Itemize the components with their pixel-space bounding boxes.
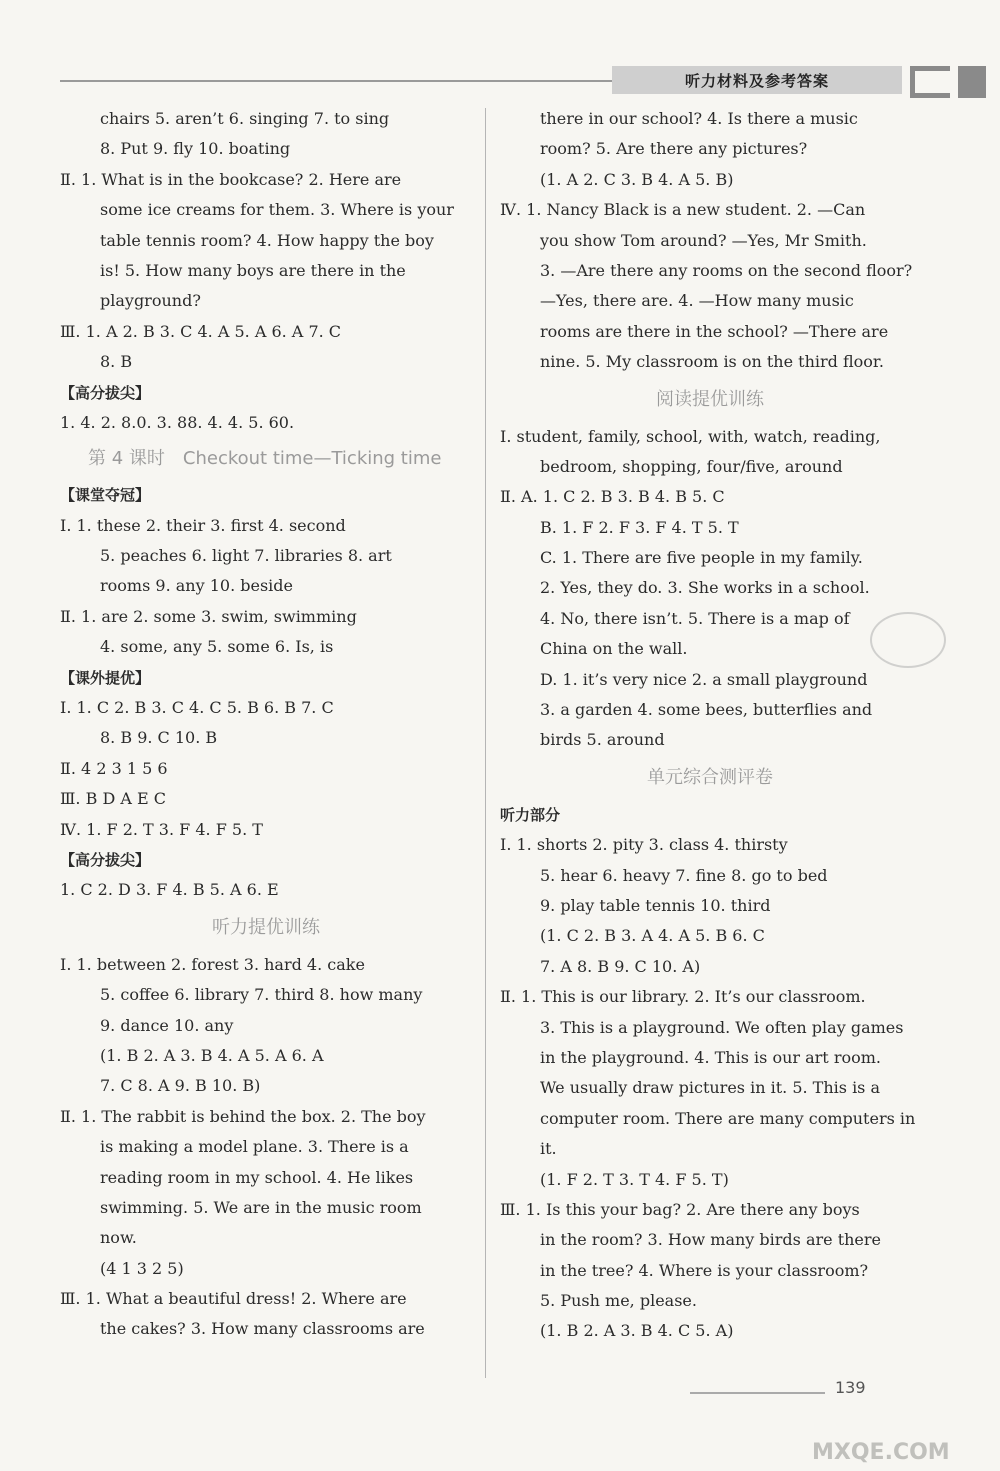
section-label: 【高分拔尖】 <box>60 383 151 402</box>
answer-line: table tennis room? 4. How happy the boy <box>100 230 434 250</box>
answer-line: in the tree? 4. Where is your classroom? <box>540 1260 869 1280</box>
answer-line: 2. Yes, they do. 3. She works in a school. <box>540 578 870 598</box>
answer-line: bedroom, shopping, four/five, around <box>540 456 843 476</box>
answer-line: room? 5. Are there any pictures? <box>540 139 808 159</box>
answer-line: 9. play table tennis 10. third <box>540 895 771 915</box>
answer-line: 3. —Are there any rooms on the second floor? <box>540 260 913 280</box>
answer-line: reading room in my school. 4. He likes <box>100 1167 414 1187</box>
answer-line: 3. a garden 4. some bees, butterflies and <box>540 700 873 720</box>
section-heading: 听力提优训练 <box>212 916 320 938</box>
answer-line: 4. No, there isn’t. 5. There is a map of <box>540 608 850 628</box>
answer-line: (1. B 2. A 3. B 4. C 5. A) <box>540 1321 734 1341</box>
answer-line: swimming. 5. We are in the music room <box>100 1197 422 1217</box>
header-block-icon <box>958 66 986 98</box>
page-number: 139 <box>835 1378 866 1397</box>
answer-line: Ⅰ. 1. between 2. forest 3. hard 4. cake <box>60 954 365 974</box>
answer-line: Ⅲ. 1. A 2. B 3. C 4. A 5. A 6. A 7. C <box>60 321 342 341</box>
section-label: 听力部分 <box>500 805 561 824</box>
section-heading: 阅读提优训练 <box>656 388 764 410</box>
answer-line: Ⅰ. 1. C 2. B 3. C 4. C 5. B 6. B 7. C <box>60 698 334 718</box>
answer-line: 3. This is a playground. We often play games <box>540 1017 904 1037</box>
answer-line: (1. B 2. A 3. B 4. A 5. A 6. A <box>100 1045 324 1065</box>
answer-line: the cakes? 3. How many classrooms are <box>100 1319 425 1339</box>
answer-line: is! 5. How many boys are there in the <box>100 260 406 280</box>
answer-line: C. 1. There are five people in my family. <box>540 548 863 568</box>
answer-line: D. 1. it’s very nice 2. a small playground <box>540 669 868 689</box>
answer-line: in the playground. 4. This is our art room. <box>540 1047 881 1067</box>
answer-line: Ⅰ. 1. these 2. their 3. first 4. second <box>60 515 346 535</box>
answer-line: 5. coffee 6. library 7. third 8. how many <box>100 985 423 1005</box>
stamp-seal <box>870 612 946 668</box>
answer-line: Ⅳ. 1. F 2. T 3. F 4. F 5. T <box>60 819 263 839</box>
left-column <box>60 104 472 1345</box>
answer-line: (4 1 3 2 5) <box>100 1258 184 1278</box>
answer-line: Ⅲ. B D A E C <box>60 789 167 809</box>
answer-line: (1. A 2. C 3. B 4. A 5. B) <box>540 169 734 189</box>
answer-line: you show Tom around? —Yes, Mr Smith. <box>540 230 867 250</box>
answer-line: We usually draw pictures in it. 5. This is a <box>540 1078 881 1098</box>
answer-line: some ice creams for them. 3. Where is your <box>100 200 454 220</box>
answer-line: now. <box>100 1228 137 1248</box>
column-divider <box>485 108 486 1378</box>
answer-line: China on the wall. <box>540 639 688 659</box>
answer-line: is making a model plane. 3. There is a <box>100 1137 409 1157</box>
answer-line: 1. 4. 2. 8.0. 3. 88. 4. 4. 5. 60. <box>60 412 295 432</box>
answer-line: playground? <box>100 291 201 311</box>
answer-line: Ⅲ. 1. What a beautiful dress! 2. Where are <box>60 1289 407 1309</box>
section-heading: 单元综合测评卷 <box>647 766 773 788</box>
answer-line: rooms 9. any 10. beside <box>100 576 293 596</box>
right-column <box>500 104 920 1347</box>
answer-line: Ⅱ. 1. The rabbit is behind the box. 2. The boy <box>60 1106 426 1126</box>
answer-line: —Yes, there are. 4. —How many music <box>540 291 854 311</box>
answer-line: it. <box>540 1139 557 1159</box>
answer-line: Ⅱ. 4 2 3 1 5 6 <box>60 758 168 778</box>
answer-line: B. 1. F 2. F 3. F 4. T 5. T <box>540 517 739 537</box>
answer-line: (1. C 2. B 3. A 4. A 5. B 6. C <box>540 926 765 946</box>
answer-line: 8. B 9. C 10. B <box>100 728 218 748</box>
answer-line: 8. Put 9. fly 10. boating <box>100 139 291 159</box>
answer-line: chairs 5. aren’t 6. singing 7. to sing <box>100 109 390 128</box>
watermark-url: MXQE.COM <box>812 1440 950 1465</box>
answer-line: Ⅱ. A. 1. C 2. B 3. B 4. B 5. C <box>500 487 725 507</box>
answer-line: there in our school? 4. Is there a music <box>540 109 858 128</box>
answer-line: 1. C 2. D 3. F 4. B 5. A 6. E <box>60 880 279 900</box>
answer-line: birds 5. around <box>540 730 665 750</box>
lesson-title: 第 4 课时 Checkout time—Ticking time <box>88 448 442 470</box>
answer-line: 5. peaches 6. light 7. libraries 8. art <box>100 546 392 566</box>
section-label: 【课堂夺冠】 <box>60 486 151 505</box>
answer-line: nine. 5. My classroom is on the third floor. <box>540 352 884 372</box>
answer-line: Ⅰ. 1. shorts 2. pity 3. class 4. thirsty <box>500 835 788 855</box>
answer-line: 7. A 8. B 9. C 10. A) <box>540 956 701 976</box>
answer-line: Ⅰ. student, family, school, with, watch, reading, <box>500 426 881 446</box>
answer-line: rooms are there in the school? —There are <box>540 321 889 341</box>
answer-line: (1. F 2. T 3. T 4. F 5. T) <box>540 1169 729 1189</box>
header-bracket-icon <box>910 66 950 98</box>
answer-line: 4. some, any 5. some 6. Is, is <box>100 637 334 657</box>
footer-rule <box>690 1392 825 1394</box>
answer-line: 5. Push me, please. <box>540 1291 697 1311</box>
section-label: 【高分拔尖】 <box>60 850 151 869</box>
answer-line: Ⅱ. 1. What is in the bookcase? 2. Here are <box>60 169 402 189</box>
answer-line: computer room. There are many computers in <box>540 1108 916 1128</box>
answer-line: 7. C 8. A 9. B 10. B) <box>100 1076 261 1096</box>
answer-line: 5. hear 6. heavy 7. fine 8. go to bed <box>540 865 828 885</box>
answer-line: Ⅱ. 1. This is our library. 2. It’s our classroom. <box>500 987 866 1007</box>
header-rule <box>60 80 615 82</box>
answer-line: 9. dance 10. any <box>100 1015 234 1035</box>
answer-line: Ⅳ. 1. Nancy Black is a new student. 2. —Can <box>500 200 866 220</box>
answer-line: Ⅲ. 1. Is this your bag? 2. Are there any boys <box>500 1199 860 1219</box>
answer-line: in the room? 3. How many birds are there <box>540 1230 882 1250</box>
answer-line: Ⅱ. 1. are 2. some 3. swim, swimming <box>60 606 357 626</box>
page-header-title: 听力材料及参考答案 <box>612 66 902 94</box>
section-label: 【课外提优】 <box>60 668 151 687</box>
answer-line: 8. B <box>100 352 133 372</box>
